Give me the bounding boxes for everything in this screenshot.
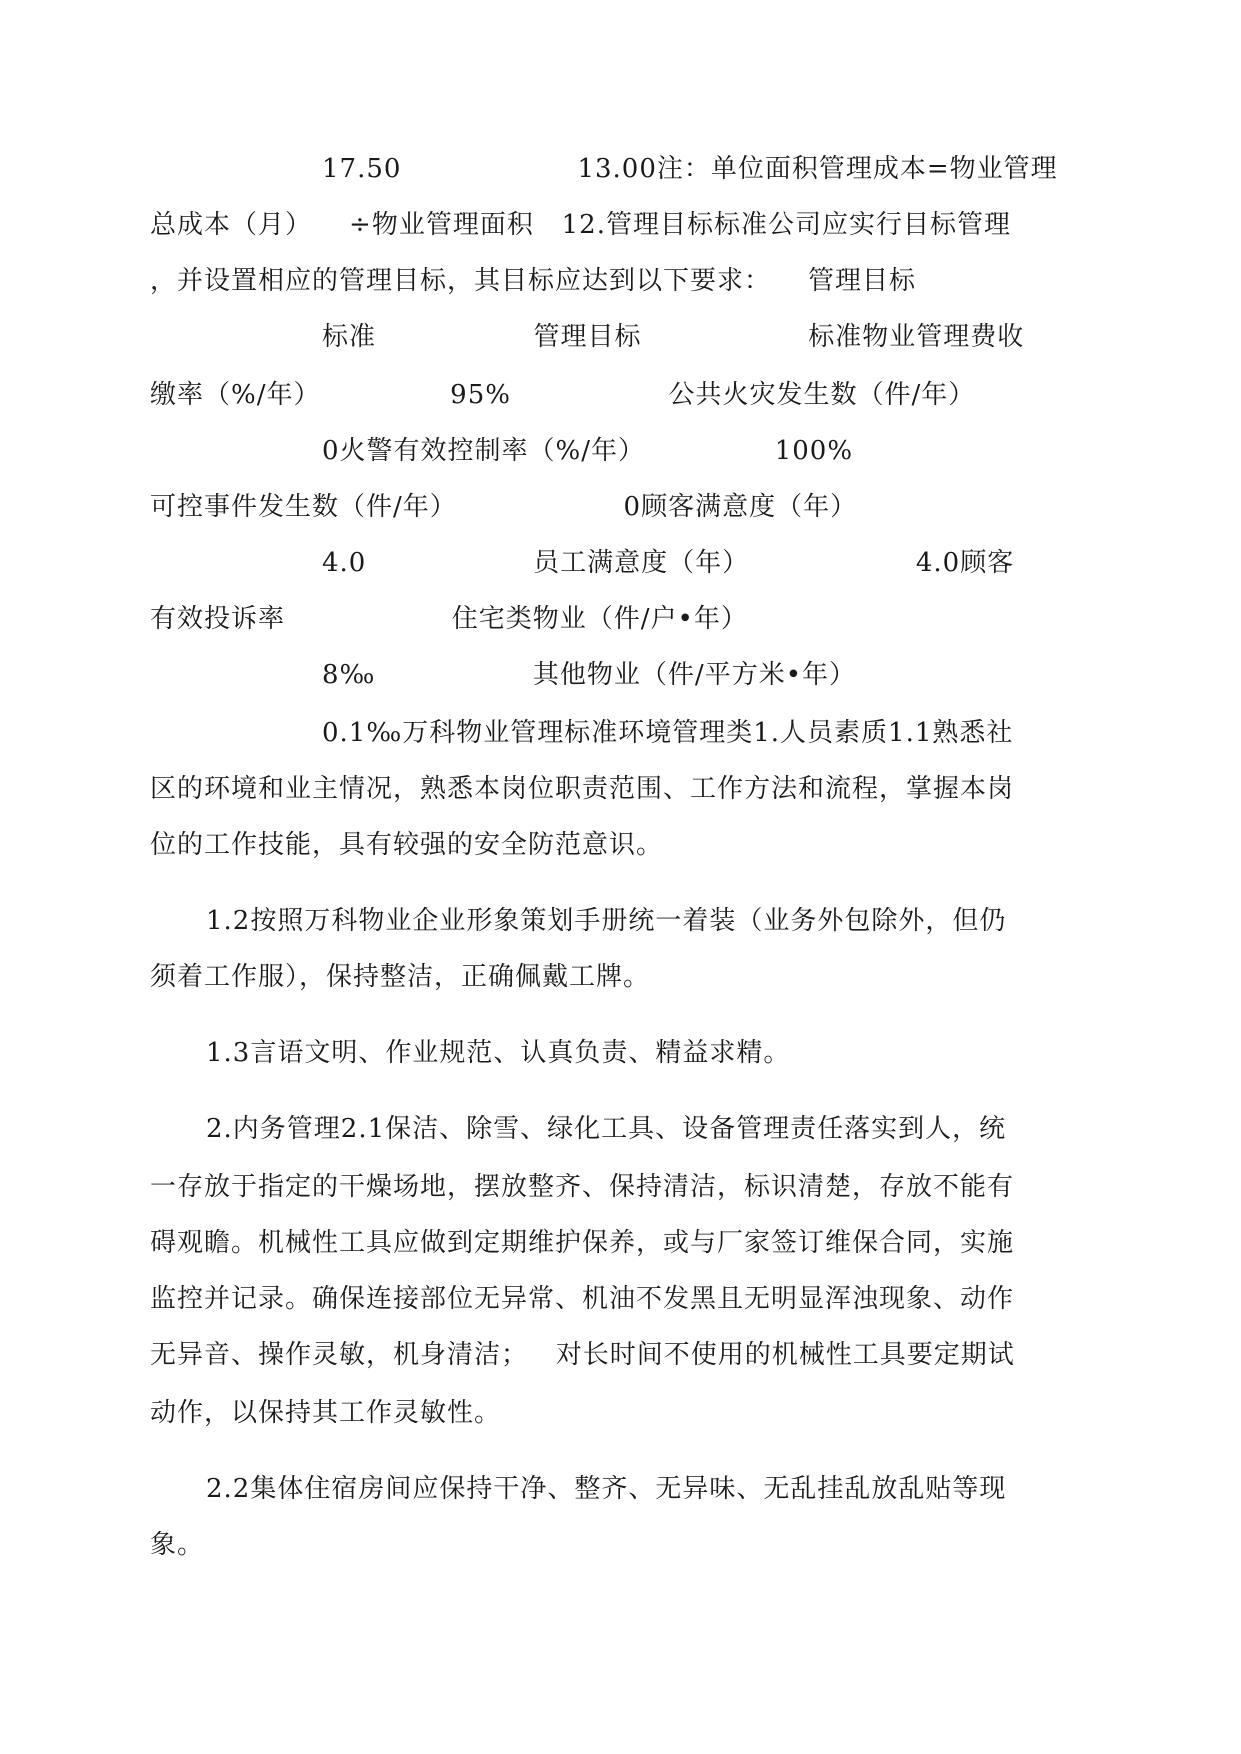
text-line: 0火警有效控制率（%/年） 100%	[322, 436, 854, 466]
text-line: 17.50 13.00注：单位面积管理成本=物业管理	[322, 154, 1058, 184]
text-line: 8‰ 其他物业（件/平方米•年）	[322, 660, 857, 690]
text-line: 2.2集体住宿房间应保持干净、整齐、无异味、无乱挂乱放乱贴等现	[206, 1474, 1007, 1504]
text-line: ，并设置相应的管理目标，其目标应达到以下要求： 管理目标	[150, 266, 917, 296]
text-line: 2.内务管理2.1保洁、除雪、绿化工具、设备管理责任落实到人，统	[206, 1114, 1007, 1144]
text-line: 位的工作技能，具有较强的安全防范意识。	[150, 830, 664, 860]
text-line: 标准 管理目标 标准物业管理费收	[322, 322, 1025, 352]
text-line: 0.1‰万科物业管理标准环境管理类1.人员素质1.1熟悉社	[322, 718, 1014, 748]
text-line: 可控事件发生数（件/年） 0顾客满意度（年）	[150, 492, 858, 522]
text-line: 监控并记录。确保连接部位无异常、机油不发黑且无明显浑浊现象、动作	[150, 1284, 1015, 1314]
text-line: 无异音、操作灵敏，机身清洁； 对长时间不使用的机械性工具要定期试	[150, 1340, 1015, 1370]
text-line: 碍观瞻。机械性工具应做到定期维护保养，或与厂家签订维保合同，实施	[150, 1228, 1015, 1258]
text-line: 总成本（月） ÷物业管理面积 12.管理目标标准公司应实行目标管理	[150, 210, 1011, 240]
text-line: 1.2按照万科物业企业形象策划手册统一着装（业务外包除外，但仍	[206, 906, 1007, 936]
text-line: 4.0 员工满意度（年） 4.0顾客	[322, 548, 1015, 578]
text-line: 一存放于指定的干燥场地，摆放整齐、保持清洁，标识清楚，存放不能有	[150, 1172, 1015, 1202]
text-line: 动作，以保持其工作灵敏性。	[150, 1398, 502, 1428]
text-line: 须着工作服），保持整洁，正确佩戴工牌。	[150, 962, 651, 992]
text-line: 区的环境和业主情况，熟悉本岗位职责范围、工作方法和流程，掌握本岗	[150, 774, 1015, 804]
text-line: 1.3言语文明、作业规范、认真负责、精益求精。	[206, 1038, 791, 1068]
text-line: 有效投诉率 住宅类物业（件/户•年）	[150, 604, 748, 634]
text-line: 缴率（%/年） 95% 公共火灾发生数（件/年）	[150, 380, 976, 410]
text-line: 象。	[150, 1530, 205, 1560]
